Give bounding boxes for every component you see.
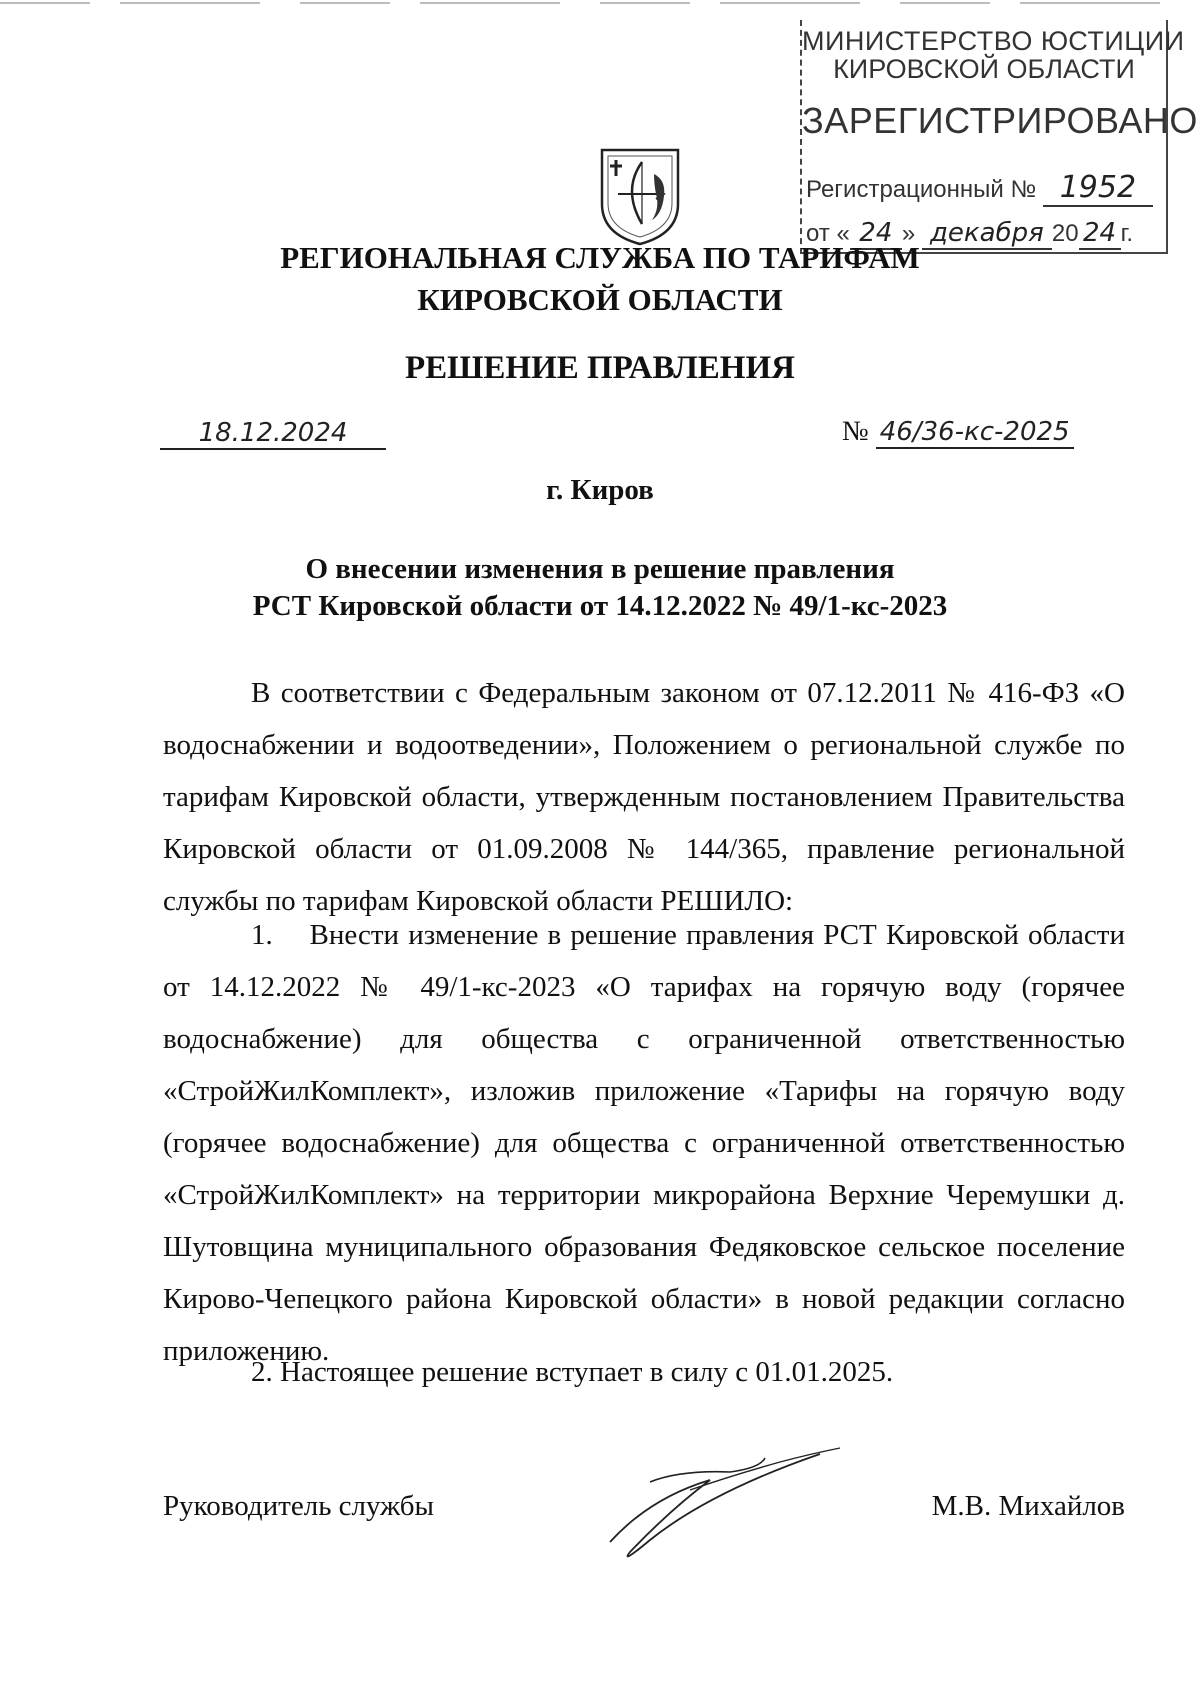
stamp-date-year: 24	[1079, 218, 1121, 250]
decision-item-2: 2. Настоящее решение вступает в силу с 01.01.2025.	[251, 1356, 894, 1388]
stamp-reg-label: Регистрационный №	[806, 176, 1037, 203]
decision-item-1: 1. Внести изменение в решение правления РСТ Кировской области от 14.12.2022 № 49/1-кс-2023 «О тарифах на горячую воду (горячее водоснабжение) для общества с ограниченной ответственностью «СтройЖилКомплект», изложив приложение «Тарифы на горячую воду (горячее водоснабжение) для общества с ограниченной ответственностью «СтройЖилКомплект» на территории микрорайона Верхние Черемушки д. Шутовщина муниципального образования Федяковское сельское поселение Кирово-Чепецкого района Кировской области» в новой редакции согласно приложению.	[163, 919, 1125, 1367]
stamp-date-day: 24	[850, 218, 902, 250]
decision-date: 18.12.2024	[160, 418, 386, 450]
scan-artifact-line	[0, 2, 1200, 4]
city: г. Киров	[546, 474, 654, 506]
stamp-reg-number: 1952	[1043, 170, 1153, 207]
signer-position: Руководитель службы	[163, 1490, 435, 1522]
stamp-date-year-prefix: 20	[1051, 220, 1079, 247]
stamp-date-mid: »	[901, 220, 916, 247]
subject-line2: РСТ Кировской области от 14.12.2022 № 49/1-кс-2023	[252, 590, 948, 622]
stamp-date-prefix: от «	[806, 220, 850, 247]
stamp-date-suffix: г.	[1120, 220, 1134, 247]
stamp-status: ЗАРЕГИСТРИРОВАНО	[802, 100, 1198, 141]
decision-number-row	[842, 416, 1074, 448]
org-name-line1: РЕГИОНАЛЬНАЯ СЛУЖБА ПО ТАРИФАМ	[280, 240, 920, 275]
decision-number: 46/36-кс-2025	[876, 417, 1074, 449]
stamp-reg-row	[806, 170, 1153, 207]
stamp-date-month: декабря	[922, 218, 1052, 250]
signer-name: М.В. Михайлов	[931, 1490, 1125, 1522]
org-name-line2: КИРОВСКОЙ ОБЛАСТИ	[417, 282, 783, 317]
stamp-region: КИРОВСКОЙ ОБЛАСТИ	[833, 54, 1135, 84]
subject-line1: О внесении изменения в решение правления	[305, 553, 895, 585]
registration-stamp	[800, 20, 1198, 254]
preamble-paragraph: В соответствии с Федеральным законом от 07.12.2011 № 416-ФЗ «О водоснабжении и водоотведении», Положением о региональной службе по тарифам Кировской области, утвержденным постановлением Правительства Кировской области от 01.09.2008 № 144/365, правление региональной службы по тарифам Кировской области РЕШИЛО:	[163, 677, 1125, 917]
stamp-ministry: МИНИСТЕРСТВО ЮСТИЦИИ	[802, 26, 1185, 56]
kirov-coat-of-arms-icon	[598, 146, 682, 246]
document-title: РЕШЕНИЕ ПРАВЛЕНИЯ	[405, 350, 795, 386]
number-sign: №	[842, 416, 869, 447]
